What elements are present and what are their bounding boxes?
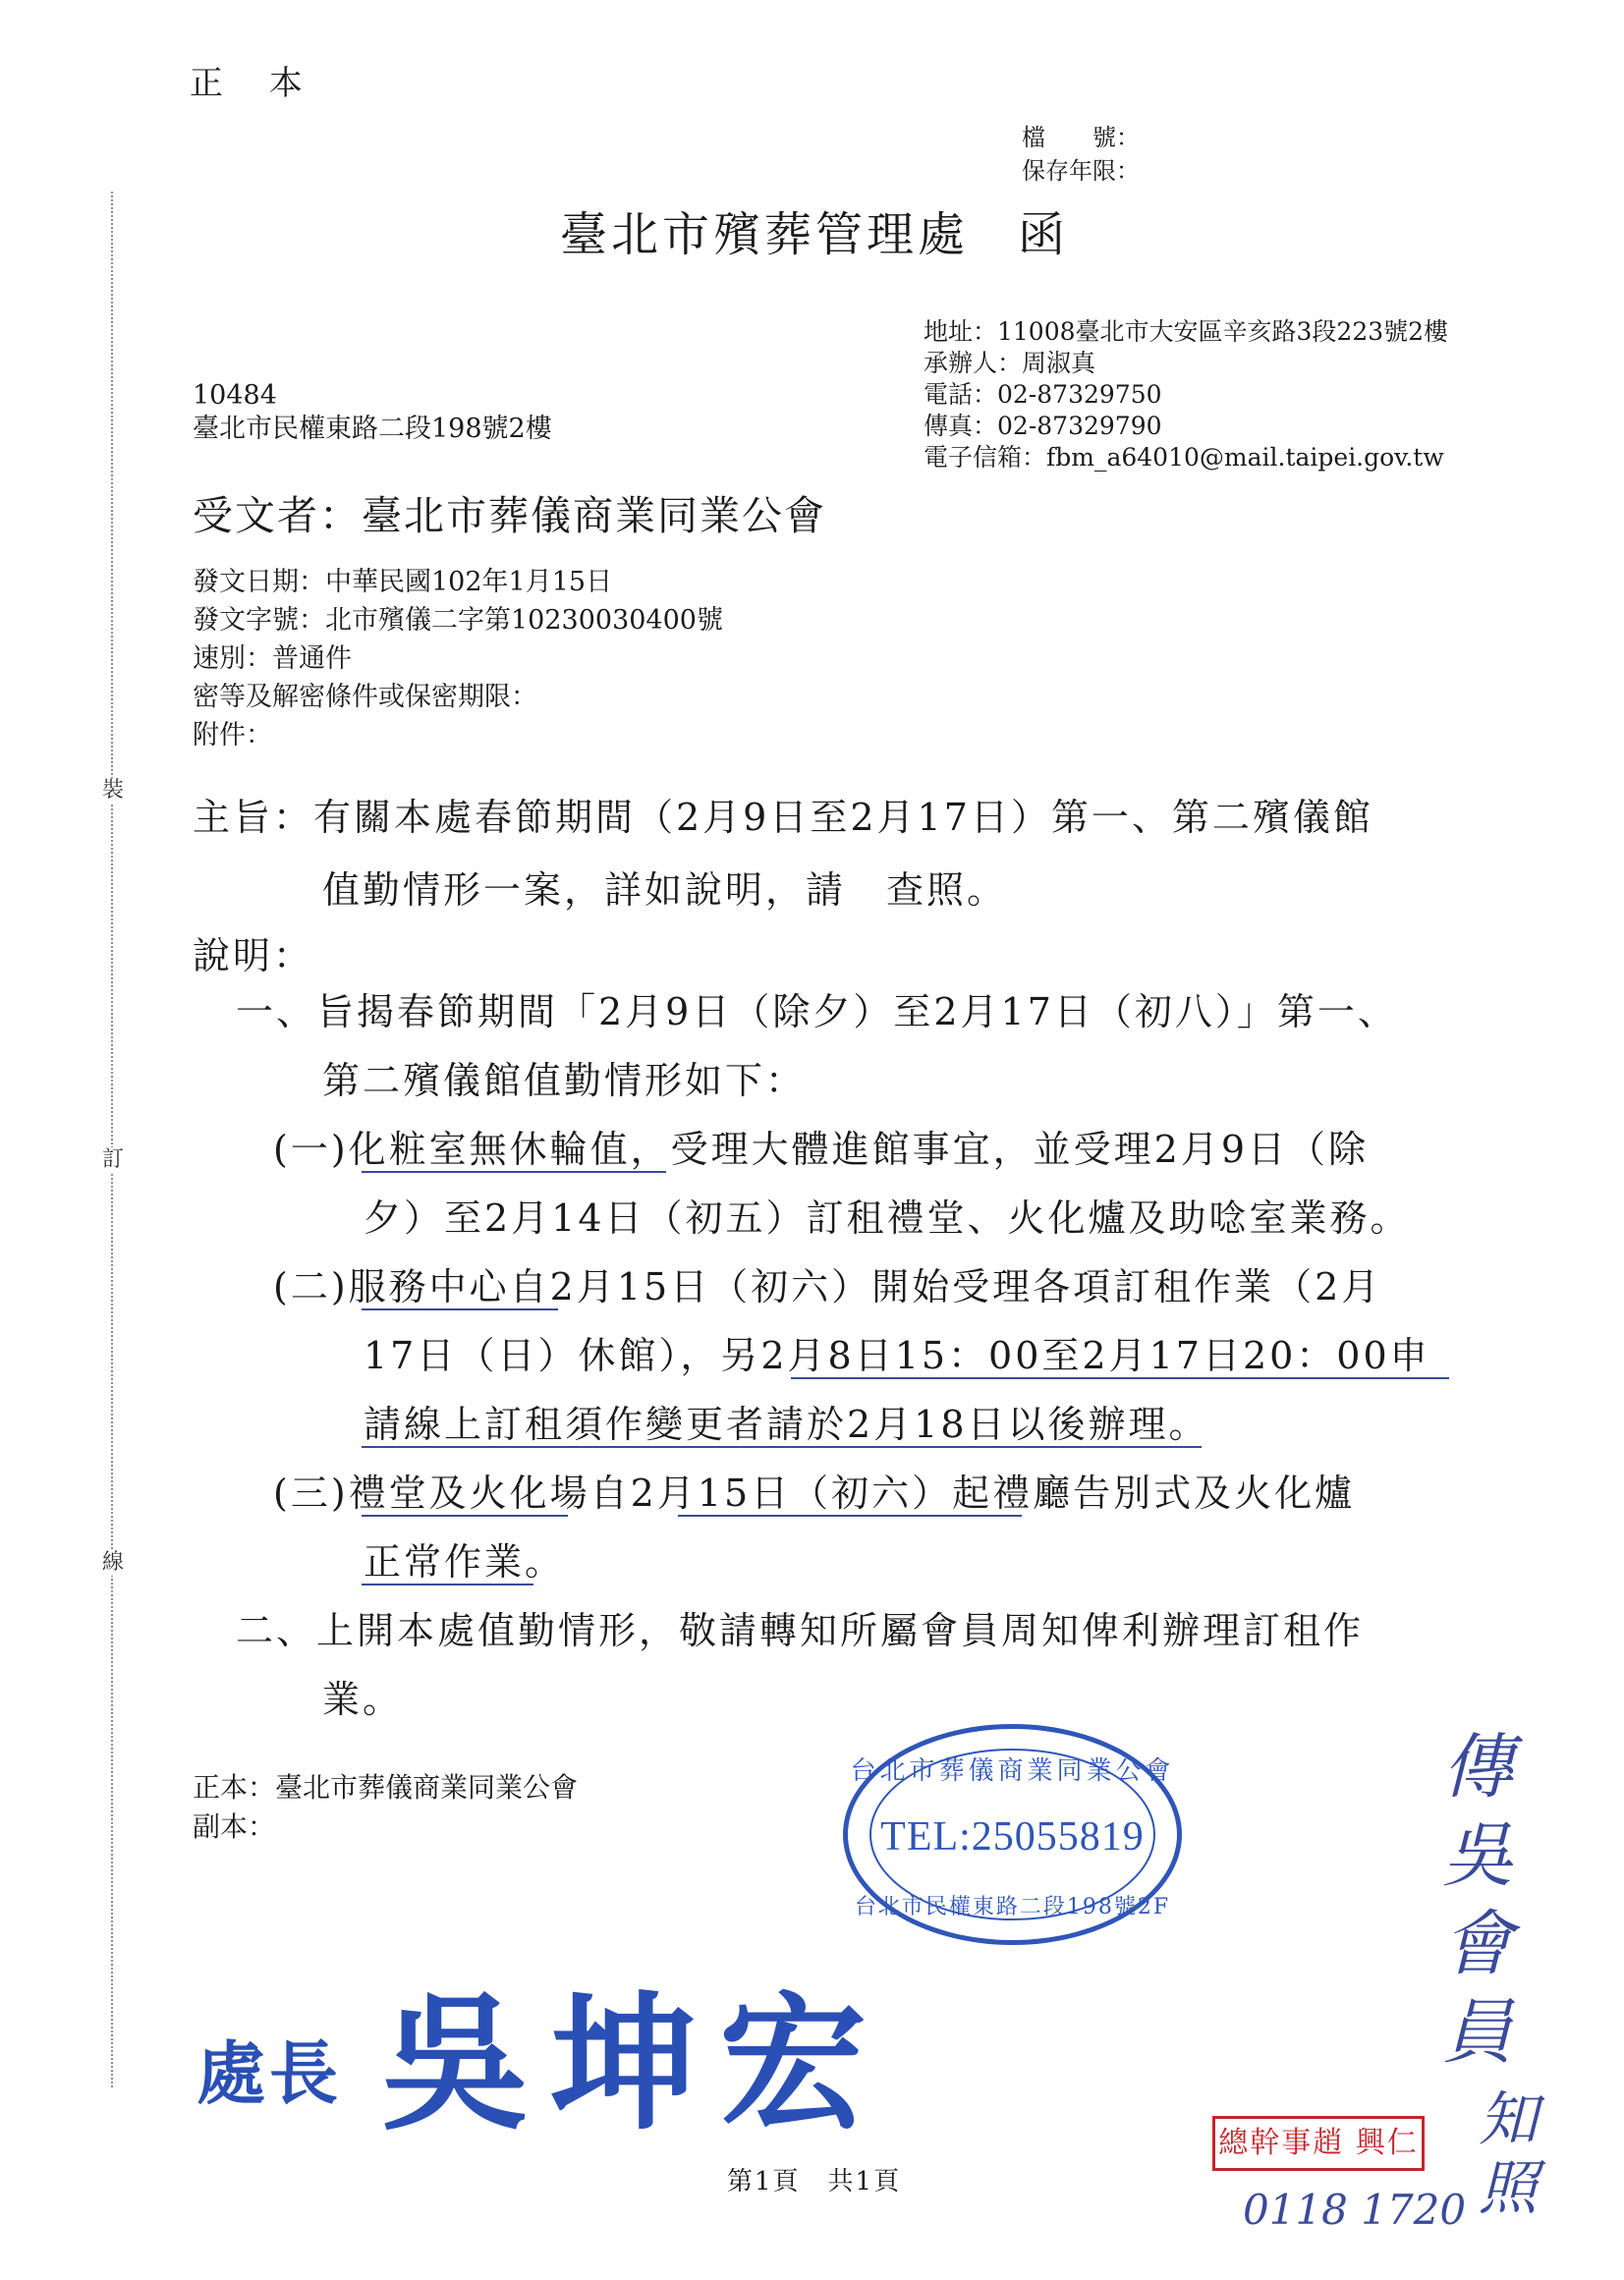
- contact-block: [924, 316, 1448, 473]
- binding-mark-zhuang: 裝: [102, 778, 125, 803]
- sub-item-2-line-2: 17日（日）休館），另2月8日15：00至2月17日20：00申: [364, 1334, 1430, 1377]
- sub-item-2-line-3: 請線上訂租須作變更者請於2月18日以後辦理。: [364, 1403, 1209, 1446]
- phone: 電話：02-87329750: [924, 380, 1162, 409]
- retention-label: 保存年限：: [1022, 157, 1140, 185]
- stamp-top-text: 台北市葬儀商業同業公會: [850, 1756, 1175, 1786]
- handwritten-note-1: 傳吳會員: [1430, 1729, 1513, 2083]
- file-number-label: 檔 號：: [1022, 124, 1140, 151]
- director-name: 吳坤宏: [381, 1977, 889, 2150]
- receipt-stamp: [843, 1724, 1182, 1945]
- sub-item-1-line-1: (一)化粧室無休輪值，受理大體進館事宜，並受理2月9日（除: [273, 1128, 1370, 1171]
- pen-underline: [362, 1584, 533, 1585]
- item-one-line-2: 第二殯儀館值勤情形如下：: [322, 1059, 807, 1102]
- subject: [193, 781, 1373, 926]
- recipient-address: [193, 379, 552, 446]
- pen-underline: [362, 1308, 558, 1310]
- handwritten-time: 0118 1720: [1243, 2186, 1467, 2234]
- director-role: 處長: [196, 2032, 342, 2114]
- street-address: 臺北市民權東路二段198號2樓: [193, 414, 552, 444]
- item-two-line-1: 二、上開本處值勤情形，敬請轉知所屬會員周知俾利辦理訂租作: [236, 1609, 1365, 1652]
- sub-item-2-line-1: (二)服務中心自2月15日（初六）開始受理各項訂租作業（2月: [273, 1265, 1382, 1308]
- binding-line: [111, 192, 113, 2087]
- agency-address: 地址：11008臺北市大安區辛亥路3段223號2樓: [924, 317, 1449, 346]
- agency-name: 臺北市殯葬管理處: [560, 207, 970, 262]
- sub-item-1-line-2: 夕）至2月14日（初五）訂租禮堂、火化爐及助唸室業務。: [364, 1196, 1411, 1240]
- original-recipient: 正本：臺北市葬儀商業同業公會: [193, 1771, 579, 1804]
- sub-item-3-line-1: (三)禮堂及火化場自2月15日（初六）起禮廳告別式及火化爐: [273, 1472, 1356, 1515]
- recipient: 受文者：臺北市葬儀商業同業公會: [193, 492, 826, 539]
- item-one-line-1: 一、旨揭春節期間「2月9日（除夕）至2月17日（初八）」第一、: [236, 990, 1398, 1033]
- page-number: 第1頁 共1頁: [727, 2167, 902, 2197]
- handwritten-note-2: 知照: [1469, 2087, 1538, 2225]
- pen-underline: [362, 1446, 1202, 1448]
- stamp-tel: TEL:25055819: [880, 1814, 1145, 1860]
- attachment: 附件：: [193, 720, 272, 751]
- speed: 速別：普通件: [193, 643, 352, 674]
- pen-underline: [678, 1515, 1022, 1517]
- binding-mark-xian: 線: [102, 1550, 125, 1575]
- document-number: 發文字號：北市殯儀二字第10230030400號: [193, 605, 723, 636]
- distribution: [193, 1768, 578, 1847]
- copy-recipient: 副本：: [193, 1810, 276, 1843]
- issue-date: 發文日期：中華民國102年1月15日: [193, 567, 613, 597]
- item-two-line-2: 業。: [322, 1678, 404, 1721]
- fax: 傳真：02-87329790: [924, 412, 1162, 440]
- email: 電子信箱：fbm_a64010@mail.taipei.gov.tw: [924, 443, 1444, 472]
- copy-mark: 正 本: [190, 64, 320, 103]
- pen-underline: [791, 1377, 1449, 1379]
- handler: 承辦人：周淑真: [924, 349, 1096, 377]
- director-signature: [196, 1945, 888, 2157]
- stamp-bottom-text: 台北市民權東路二段198號2F: [854, 1895, 1171, 1919]
- description-label: 說明：: [193, 934, 314, 977]
- secrecy: 密等及解密條件或保密期限：: [193, 682, 537, 712]
- file-meta: [1022, 121, 1140, 188]
- binding-mark-ding: 訂: [102, 1147, 125, 1172]
- subject-line-2: 值勤情形一案，詳如說明，請 查照。: [322, 868, 1008, 912]
- pen-underline: [362, 1515, 568, 1517]
- document-kind: 函: [1018, 207, 1070, 262]
- document-title: [560, 196, 1069, 264]
- pen-underline: [362, 1171, 666, 1173]
- subject-line-1: 主旨：有關本處春節期間（2月9日至2月17日）第一、第二殯儀館: [193, 796, 1373, 839]
- sub-item-3-line-2: 正常作業。: [364, 1540, 566, 1584]
- document-meta: [193, 563, 723, 754]
- secretary-general-seal: 總幹事趙 興仁: [1212, 2116, 1425, 2171]
- postal-code: 10484: [193, 380, 277, 411]
